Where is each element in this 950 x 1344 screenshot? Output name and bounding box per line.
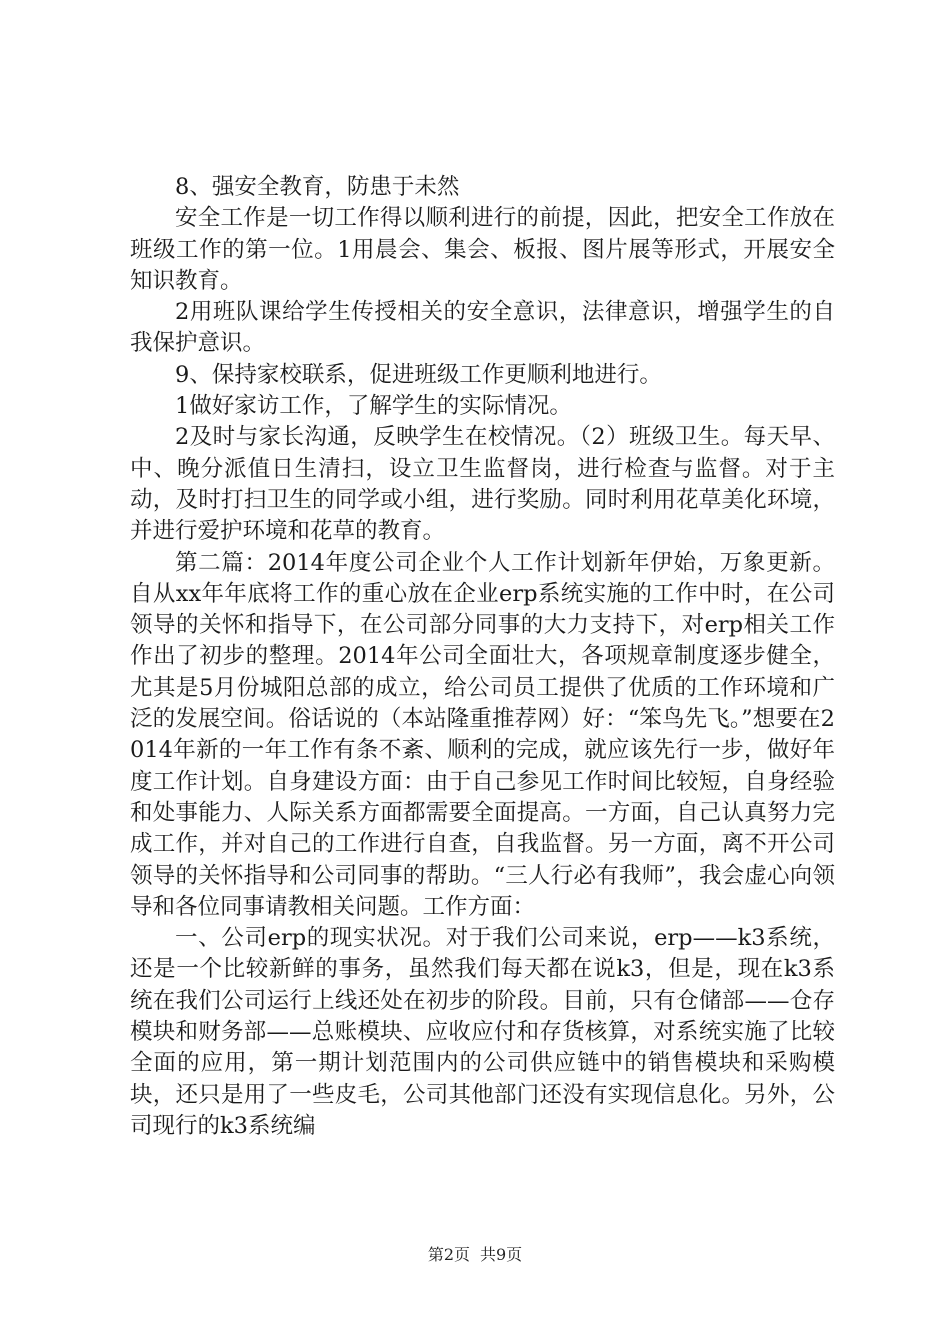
paragraph-erp-status: 一、公司erp的现实状况。对于我们公司来说，erp——k3系统，还是一个比较新鲜的事务，虽然我们每天都在说k3，但是，现在k3系统在我们公司运行上线还处在初步的阶段。目前，只有仓储部——仓存模块和财务部——总账模块、应收应付和存货核算，对系统实施了比较全面的应用，第一期计划范围内的公司供应链中的销售模块和采购模块，还只是用了一些皮毛，公司其他部门还没有实现信息化。另外，公司现行的k3系统编 xyxy=(130,925,835,1139)
page-number: 第2页 xyxy=(427,1245,470,1264)
paragraph-home-visit: 1做好家访工作，了解学生的实际情况。 xyxy=(175,393,572,420)
page-footer xyxy=(0,1244,950,1266)
paragraph-class-meeting: 2用班队课给学生传授相关的安全意识，法律意识，增强学生的自我保护意识。 xyxy=(130,299,835,357)
document-body xyxy=(130,172,835,1142)
paragraph-second-article: 第二篇：2014年度公司企业个人工作计划新年伊始，万象更新。自从xx年年底将工作的重心放在企业erp系统实施的工作中时，在公司领导的关怀和指导下，在公司部分同事的大力支持下，对erp相关工作作出了初步的整理。2014年公司全面壮大，各项规章制度逐步健全，尤其是5月份城阳总部的成立，给公司员工提供了优质的工作环境和广泛的发展空间。俗话说的（本站隆重推荐网）好：“笨鸟先飞。”想要在2014年新的一年工作有条不紊、顺利的完成，就应该先行一步，做好年度工作计划。自身建设方面：由于自己参见工作时间比较短，自身经验和处事能力、人际关系方面都需要全面提高。一方面，自己认真努力完成工作，并对自己的工作进行自查，自我监督。另一方面，离不开公司领导的关怀指导和公司同事的帮助。“三人行必有我师”，我会虚心向领导和各位同事请教相关问题。工作方面： xyxy=(130,549,835,920)
paragraph-safety-work: 安全工作是一切工作得以顺利进行的前提，因此，把安全工作放在班级工作的第一位。1用晨会、集会、板报、图片展等形式，开展安全知识教育。 xyxy=(130,205,835,294)
paragraph-safety-heading: 8、强安全教育，防患于未然 xyxy=(175,174,460,200)
paragraph-home-school-heading: 9、保持家校联系，促进班级工作更顺利地进行。 xyxy=(175,361,662,388)
page-total: 共9页 xyxy=(480,1245,523,1264)
paragraph-parent-communication: 2及时与家长沟通，反映学生在校情况。（2）班级卫生。每天早、中、晚分派值日生清扫，设立卫生监督岗，进行检查与监督。对于主动，及时打扫卫生的同学或小组，进行奖励。同时利用花草美化环境，并进行爱护环境和花草的教育。 xyxy=(130,424,835,545)
